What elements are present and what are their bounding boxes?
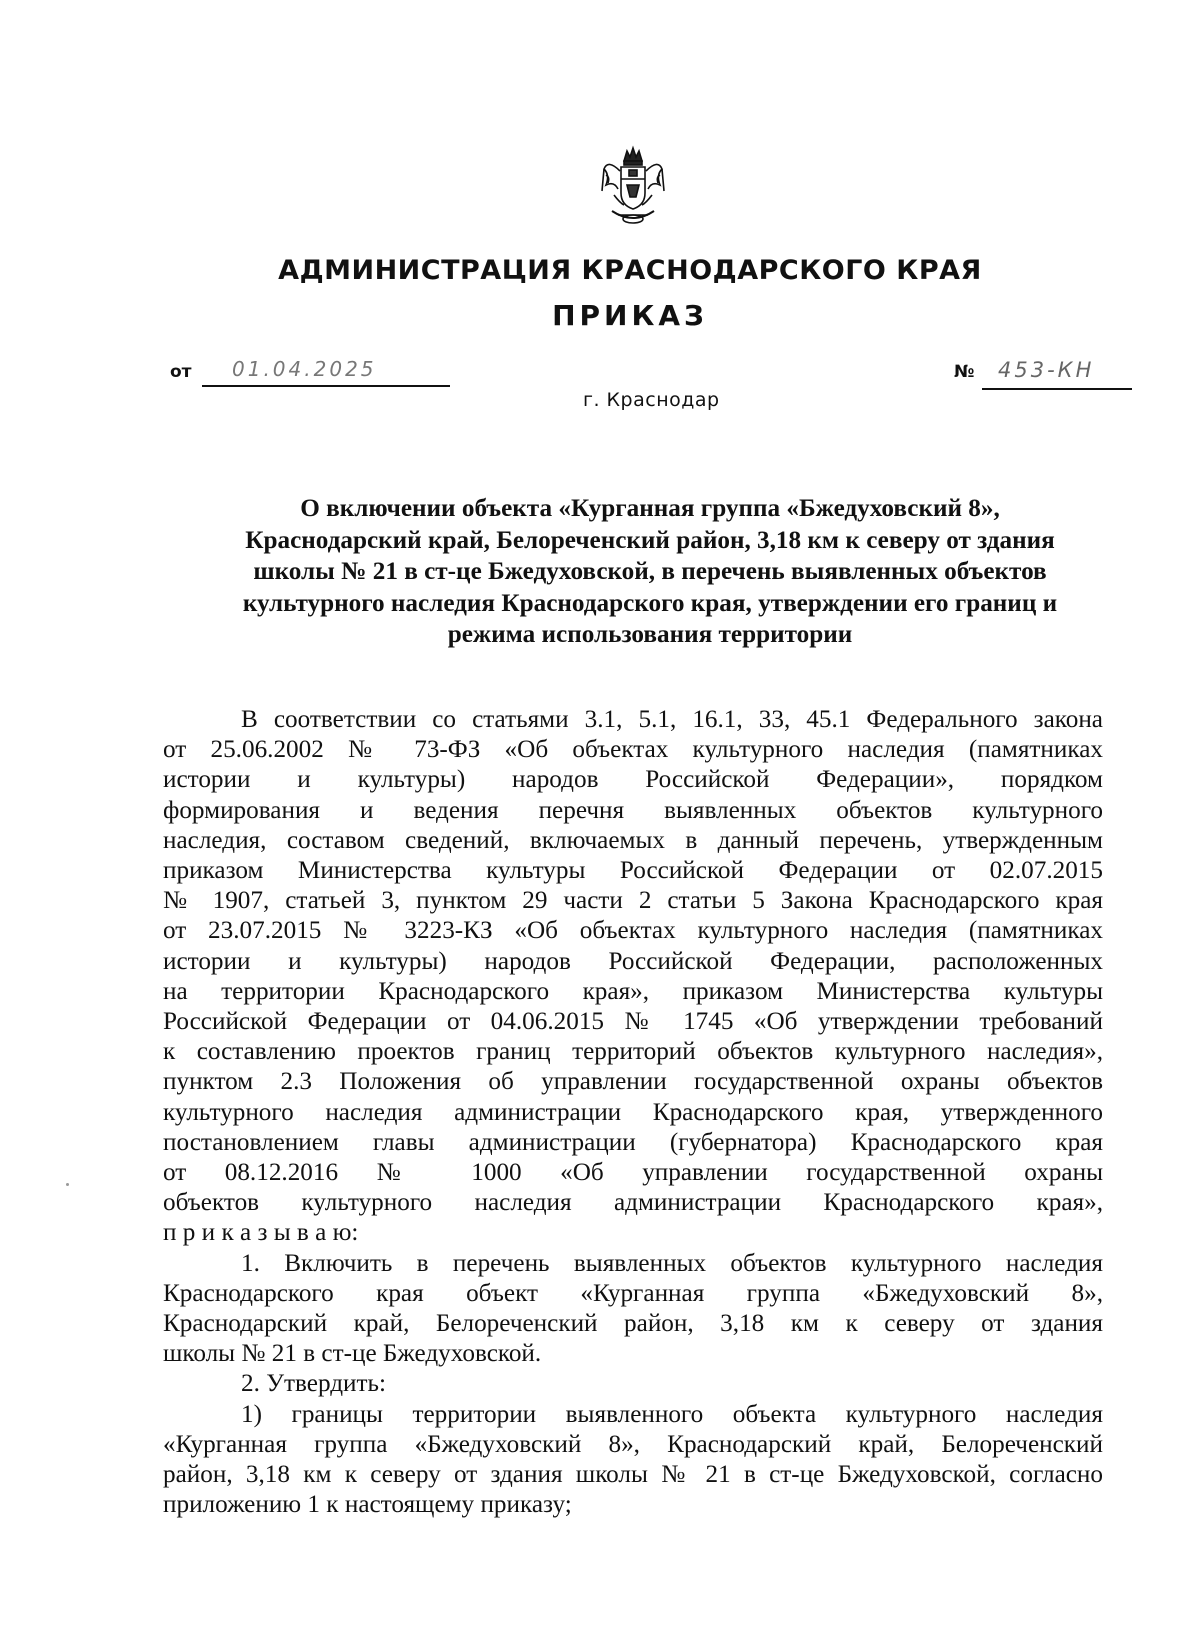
coat-of-arms-emblem [600, 145, 666, 227]
body-line: Российской Федерации от 04.06.2015 № 1745 «Об утверждении требований [163, 1008, 1103, 1036]
number-value: 453-КН [998, 358, 1095, 382]
clause-1-line: Краснодарского края объект «Курганная группа «Бжедуховский 8», [163, 1279, 1103, 1307]
city-label: г. Краснодар [583, 389, 720, 411]
body-line: В соответствии со статьями 3.1, 5.1, 16.1, 33, 45.1 Федерального закона [241, 706, 1103, 733]
subject-line: режима использования территории [447, 621, 853, 648]
body-line: к составлению проектов границ территорий объектов культурного наследия», [163, 1038, 1103, 1066]
clause-2-line: 2. Утвердить: [241, 1370, 387, 1398]
body-line-order-verb: п р и к а з ы в а ю: [163, 1219, 359, 1247]
body-line: истории и культуры) народов Российской Федерации, расположенных [163, 947, 1103, 975]
clause-1-line: школы № 21 в ст-це Бжедуховской. [163, 1340, 542, 1368]
clause-2-1-line: «Курганная группа «Бжедуховский 8», Краснодарский край, Белореченский [163, 1430, 1103, 1458]
subject-line: Краснодарский край, Белореченский район, 3,18 км к северу от здания [245, 526, 1055, 554]
body-line: от 23.07.2015 № 3223-КЗ «Об объектах культурного наследия (памятниках [163, 917, 1103, 945]
number-label: № [954, 362, 975, 382]
body-line: истории и культуры) народов Российской Федерации», порядком [163, 766, 1103, 794]
body-line: постановлением главы администрации (губернатора) Краснодарского края [163, 1128, 1103, 1156]
order-subject [185, 493, 1115, 651]
clause-2-1-line: район, 3,18 км к северу от здания школы № 21 в ст-це Бжедуховской, согласно [163, 1461, 1103, 1489]
subject-line: О включении объекта «Курганная группа «Бжедуховский 8», [300, 495, 1000, 522]
document-type-title: ПРИКАЗ [552, 299, 708, 332]
body-line: от 25.06.2002 № 73-ФЗ «Об объектах культурного наследия (памятниках [163, 736, 1103, 764]
order-body [163, 705, 1103, 1520]
number-field [982, 358, 1132, 390]
scan-speck [66, 1183, 69, 1186]
subject-line: школы № 21 в ст-це Бжедуховской, в перечень выявленных объектов [253, 558, 1047, 585]
body-line: № 1907, статьей 3, пунктом 29 части 2 статьи 5 Закона Краснодарского края [163, 887, 1103, 915]
date-value: 01.04.2025 [232, 357, 377, 381]
body-line: на территории Краснодарского края», приказом Министерства культуры [163, 977, 1103, 1005]
body-line: наследия, составом сведений, включаемых в данный перечень, утвержденным [163, 826, 1103, 854]
body-line: формирования и ведения перечня выявленных объектов культурного [163, 796, 1103, 824]
body-line: от 08.12.2016 № 1000 «Об управлении государственной охраны [163, 1159, 1103, 1187]
body-line: культурного наследия администрации Краснодарского края, утвержденного [163, 1098, 1103, 1126]
organization-title: АДМИНИСТРАЦИЯ КРАСНОДАРСКОГО КРАЯ [278, 255, 982, 286]
body-line: пунктом 2.3 Положения об управлении государственной охраны объектов [163, 1068, 1103, 1096]
clause-2-1-line: 1) границы территории выявленного объекта культурного наследия [241, 1400, 1103, 1428]
clause-1-line: Краснодарский край, Белореченский район, 3,18 км к северу от здания [163, 1310, 1103, 1338]
body-line: объектов культурного наследия администрации Краснодарского края», [163, 1189, 1103, 1217]
body-line: приказом Министерства культуры Российской Федерации от 02.07.2015 [163, 857, 1103, 885]
subject-line: культурного наследия Краснодарского края, утверждении его границ и [242, 589, 1058, 617]
clause-1-line: 1. Включить в перечень выявленных объектов культурного наследия [241, 1249, 1103, 1277]
date-label: от [170, 362, 192, 382]
date-field [202, 357, 450, 387]
clause-2-1-line: приложению 1 к настоящему приказу; [163, 1491, 572, 1519]
